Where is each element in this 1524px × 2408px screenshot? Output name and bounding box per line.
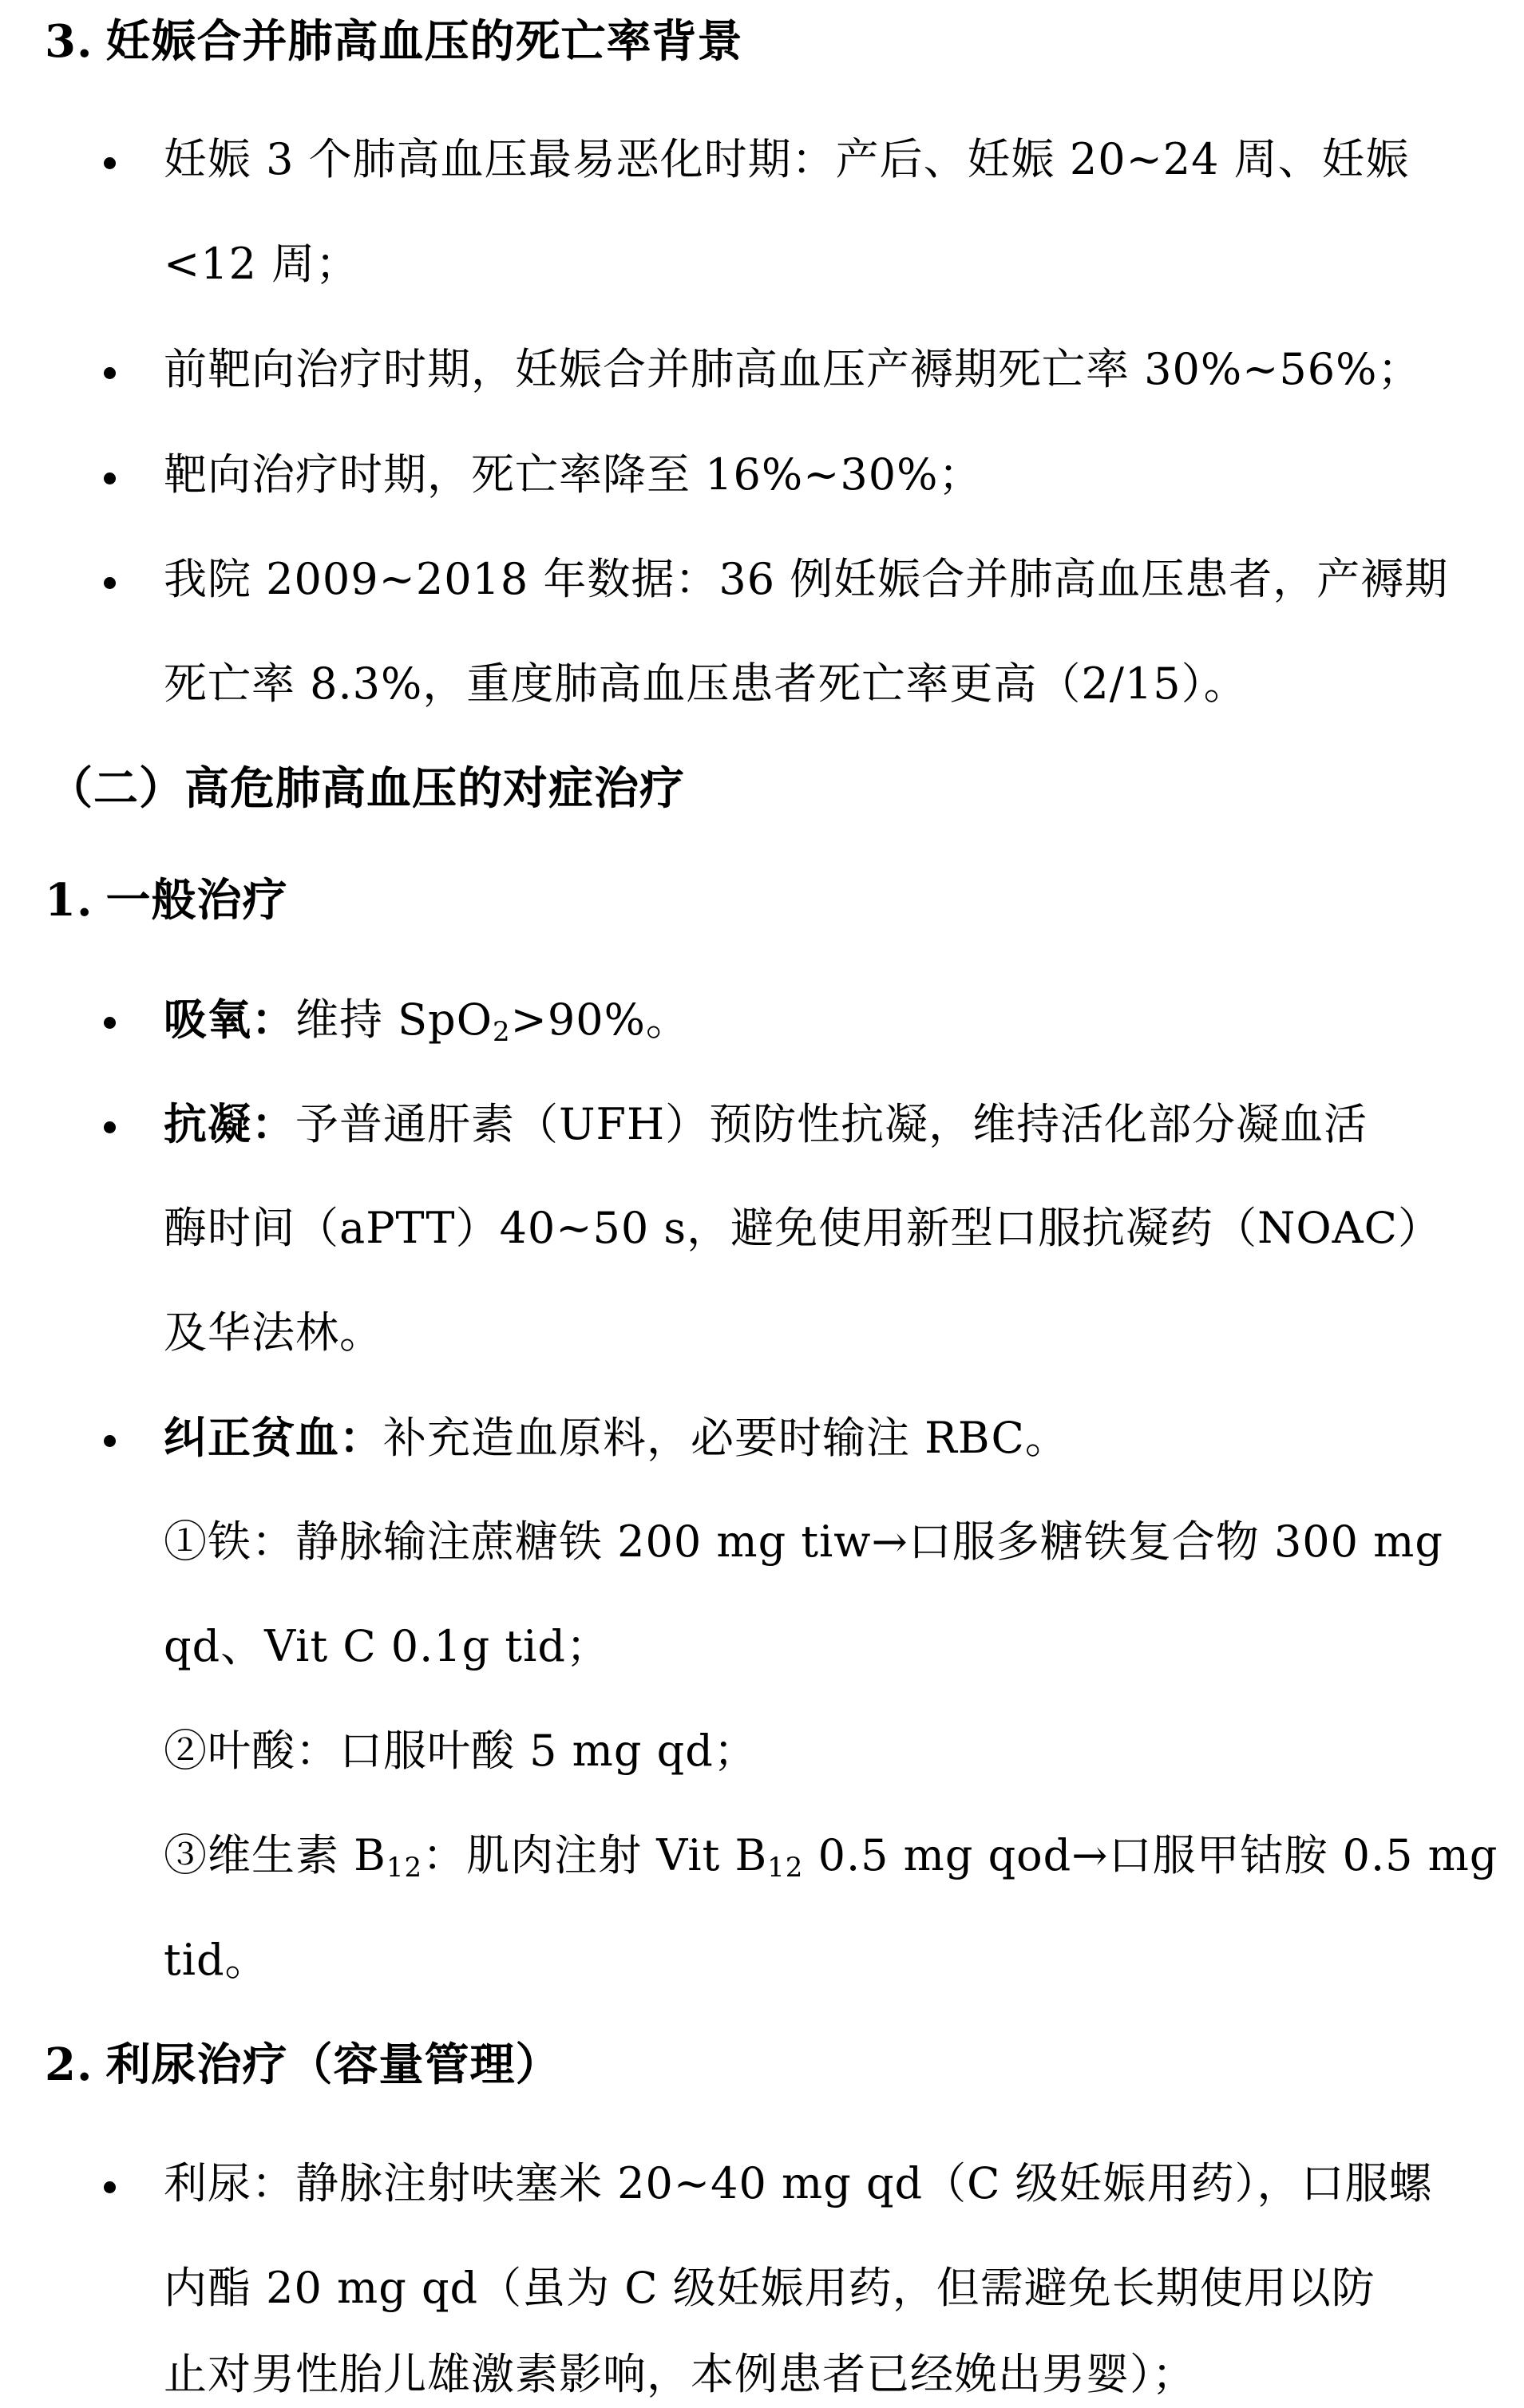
anemia-label: 纠正贫血： [164, 1412, 383, 1463]
bullet-icon [104, 1017, 116, 1029]
section-1-title: 一般治疗 [105, 874, 288, 927]
oxygen-label: 吸氧： [164, 994, 295, 1045]
section-1-number: 1. [45, 874, 93, 927]
oxygen-text: 维持 SpO [295, 994, 493, 1045]
b12-line-1 [164, 1828, 1498, 1884]
diuretic-line-2: 内酯 20 mg qd（虽为 C 级妊娠用药，但需避免长期使用以防 [164, 2263, 1376, 2313]
b12-text-3: 0.5 mg qod→口服甲钴胺 0.5 mg [803, 1830, 1498, 1880]
mortality-item-1-line-2: <12 周； [164, 239, 360, 289]
diuretic-line-3: 止对男性胎儿雄激素影响，本例患者已经娩出男婴）； [164, 2349, 1196, 2399]
b12-text-2: ：肌肉注射 Vit B [422, 1830, 768, 1880]
iron-line-2: qd、Vit C 0.1g tid； [164, 1621, 610, 1671]
section-2-heading [45, 2037, 560, 2093]
b12-subscript-2: 12 [767, 1852, 804, 1884]
bullet-icon [104, 473, 116, 484]
section-3-number: 3. [45, 15, 93, 68]
section-2-number: 2. [45, 2038, 93, 2091]
anticoag-line-2: 酶时间（aPTT）40~50 s，避免使用新型口服抗凝药（NOAC） [164, 1203, 1442, 1253]
anemia-text: 补充造血原料，必要时输注 RBC。 [383, 1413, 1069, 1463]
bullet-icon [104, 367, 116, 379]
anemia-line-1 [164, 1410, 1069, 1466]
bullet-icon [104, 2181, 116, 2193]
bullet-icon [104, 577, 116, 589]
section-3-title: 妊娠合并肺高血压的死亡率背景 [105, 15, 743, 68]
b12-subscript-1: 12 [386, 1852, 423, 1884]
diuretic-line-1: 利尿：静脉注射呋塞米 20~40 mg qd（C 级妊娠用药），口服螺 [164, 2158, 1433, 2208]
anticoag-line-1 [164, 1096, 1368, 1153]
oxygen-text-after: >90%。 [510, 994, 690, 1045]
iron-line-1: ①铁：静脉输注蔗糖铁 200 mg tiw→口服多糖铁复合物 300 mg [164, 1516, 1443, 1567]
section-3-heading [45, 14, 742, 69]
anticoag-text-1: 予普通肝素（UFH）预防性抗凝，维持活化部分凝血活 [295, 1099, 1368, 1149]
part-2-heading: （二）高危肺高血压的对症治疗 [48, 762, 685, 815]
mortality-item-4-line-2: 死亡率 8.3%，重度肺高血压患者死亡率更高（2/15）。 [164, 658, 1248, 709]
bullet-icon [104, 1435, 116, 1447]
mortality-item-3-line-1: 靶向治疗时期，死亡率降至 16%~30%； [164, 449, 983, 500]
section-2-title: 利尿治疗（容量管理） [105, 2038, 561, 2091]
mortality-item-1-line-1: 妊娠 3 个肺高血压最易恶化时期：产后、妊娠 20~24 周、妊娠 [164, 134, 1410, 184]
b12-text-1: ③维生素 B [164, 1830, 386, 1880]
folate-line: ②叶酸：口服叶酸 5 mg qd； [164, 1726, 758, 1776]
mortality-item-4-line-1: 我院 2009~2018 年数据：36 例妊娠合并肺高血压患者，产褥期 [164, 554, 1449, 604]
oxygen-item [164, 991, 690, 1048]
anticoag-label: 抗凝： [164, 1098, 295, 1149]
mortality-item-2-line-1: 前靶向治疗时期，妊娠合并肺高血压产褥期死亡率 30%~56%； [164, 344, 1422, 394]
anticoag-line-3: 及华法林。 [164, 1307, 383, 1358]
bullet-icon [104, 157, 116, 169]
oxygen-subscript: 2 [493, 1016, 511, 1048]
bullet-icon [104, 1121, 116, 1133]
section-1-heading [45, 872, 287, 928]
b12-line-2: tid。 [164, 1935, 269, 1985]
